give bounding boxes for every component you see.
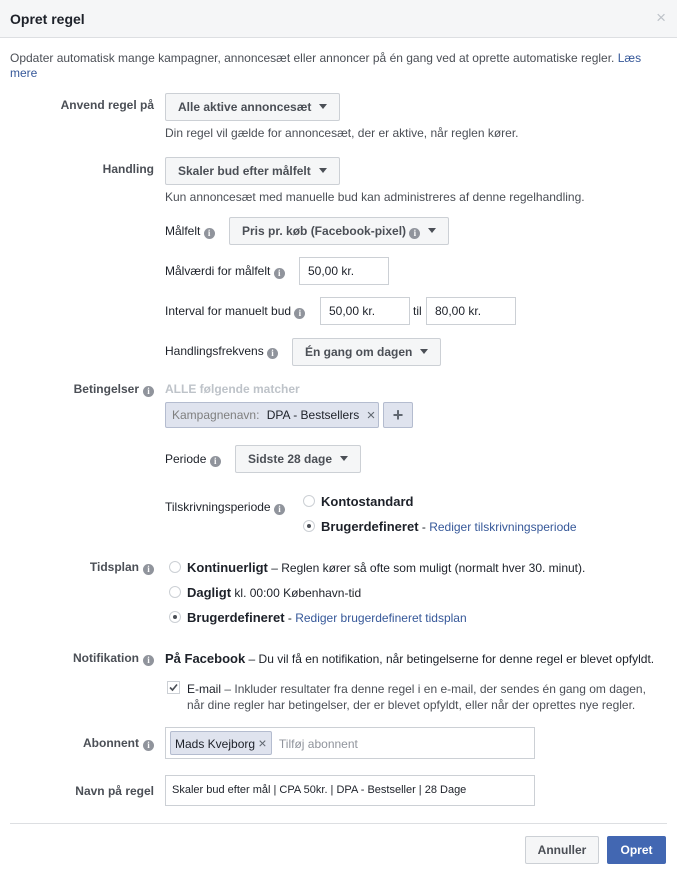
target-field-dropdown[interactable] bbox=[229, 217, 449, 245]
edit-schedule-link[interactable]: Rediger brugerdefineret tidsplan bbox=[295, 611, 467, 625]
subscriber-tag[interactable] bbox=[170, 731, 272, 755]
action-hint: Kun annoncesæt med manuelle bud kan administreres af denne regelhandling. bbox=[165, 190, 585, 204]
apply-rule-dropdown[interactable] bbox=[165, 93, 340, 121]
info-icon[interactable]: i bbox=[143, 655, 154, 666]
info-icon[interactable]: i bbox=[294, 308, 305, 319]
interval-separator: til bbox=[413, 304, 422, 318]
subscriber-field[interactable] bbox=[165, 727, 535, 759]
info-icon[interactable]: i bbox=[210, 456, 221, 467]
apply-rule-hint: Din regel vil gælde for annoncesæt, der er aktive, når reglen kører. bbox=[165, 126, 519, 140]
schedule-radio-custom[interactable] bbox=[169, 611, 181, 623]
action-label: Handling bbox=[102, 162, 154, 176]
create-button[interactable]: Opret bbox=[607, 836, 666, 864]
period-value: Sidste 28 dage bbox=[248, 452, 333, 466]
cancel-button[interactable]: Annuller bbox=[525, 836, 599, 864]
rule-name-input[interactable]: Skaler bud efter mål | CPA 50kr. | DPA - Bestseller | 28 Dage bbox=[165, 775, 535, 806]
apply-rule-dropdown-value: Alle aktive annoncesæt bbox=[178, 100, 312, 114]
attribution-label: Tilskrivningsperiode i bbox=[165, 500, 285, 515]
attribution-radio-default[interactable] bbox=[303, 495, 315, 507]
notification-facebook bbox=[165, 651, 654, 666]
schedule-option-continuous[interactable] bbox=[187, 560, 585, 575]
notification-facebook-desc: – Du vil få en notifikation, når betingelserne for denne regel er blevet opfyldt. bbox=[245, 652, 655, 666]
condition-tag-key: Kampagnenavn: bbox=[172, 408, 260, 422]
add-condition-button[interactable]: + bbox=[383, 402, 413, 428]
attribution-option-custom[interactable] bbox=[321, 519, 577, 534]
attribution-sep: - bbox=[418, 520, 430, 534]
frequency-value: Én gang om dagen bbox=[305, 345, 413, 359]
schedule-label: Tidsplan i bbox=[4, 560, 154, 575]
schedule-radio-daily[interactable] bbox=[169, 586, 181, 598]
notification-label: Notifikation i bbox=[4, 651, 154, 666]
info-icon[interactable]: i bbox=[143, 564, 154, 575]
info-icon[interactable]: i bbox=[143, 740, 154, 751]
schedule-option-daily[interactable] bbox=[187, 585, 361, 600]
caret-down-icon bbox=[319, 104, 327, 109]
attribution-radio-custom[interactable] bbox=[303, 520, 315, 532]
notification-email-desc-1: – Inkluder resultater fra denne regel i en e-mail, der sendes én gang om dagen, bbox=[221, 682, 646, 696]
email-checkbox[interactable] bbox=[167, 681, 180, 694]
interval-label: Interval for manuelt bud i bbox=[165, 304, 305, 319]
target-field-value: Pris pr. køb (Facebook-pixel) bbox=[242, 224, 407, 238]
notification-email-desc-2: når dine regler har betingelser, der er blevet opfyldt, eller når der oprettes nye regler. bbox=[187, 698, 636, 712]
notification-email bbox=[187, 681, 646, 713]
info-icon[interactable]: i bbox=[274, 504, 285, 515]
dialog-header bbox=[0, 0, 677, 38]
rule-name-label: Navn på regel bbox=[75, 784, 154, 798]
info-icon[interactable]: i bbox=[409, 228, 420, 239]
target-value-input[interactable]: 50,00 kr. bbox=[299, 257, 389, 285]
attribution-option-default[interactable]: Kontostandard bbox=[321, 494, 414, 509]
learn-more-link[interactable]: Læs mere bbox=[10, 51, 642, 80]
footer-divider bbox=[10, 823, 667, 824]
schedule-daily-title: Dagligt bbox=[187, 585, 232, 600]
period-label: Periode i bbox=[165, 452, 221, 467]
schedule-continuous-title: Kontinuerligt bbox=[187, 560, 268, 575]
info-icon[interactable]: i bbox=[204, 228, 215, 239]
subscriber-tag-name: Mads Kvejborg bbox=[175, 737, 256, 751]
info-icon[interactable]: i bbox=[143, 386, 154, 397]
schedule-custom-sep: - bbox=[284, 611, 296, 625]
match-text: ALLE følgende matcher bbox=[165, 382, 300, 396]
action-dropdown[interactable] bbox=[165, 157, 340, 185]
subscriber-placeholder[interactable]: Tilføj abonnent bbox=[278, 737, 358, 751]
condition-tag[interactable] bbox=[165, 402, 379, 428]
schedule-custom-title: Brugerdefineret bbox=[187, 610, 285, 625]
caret-down-icon bbox=[319, 168, 327, 173]
schedule-daily-desc: kl. 00:00 København-tid bbox=[231, 586, 362, 600]
schedule-radio-continuous[interactable] bbox=[169, 561, 181, 573]
remove-tag-icon[interactable]: × bbox=[366, 407, 376, 424]
attribution-custom-label: Brugerdefineret bbox=[321, 519, 419, 534]
conditions-label: Betingelser i bbox=[4, 382, 154, 397]
target-field-label: Målfelt i bbox=[165, 224, 215, 239]
info-icon[interactable]: i bbox=[267, 348, 278, 359]
frequency-dropdown[interactable] bbox=[292, 338, 441, 366]
intro-text bbox=[10, 51, 650, 81]
condition-tag-value: DPA - Bestsellers bbox=[266, 408, 360, 422]
interval-max-input[interactable]: 80,00 kr. bbox=[426, 297, 516, 325]
frequency-label: Handlingsfrekvens i bbox=[165, 344, 278, 359]
action-dropdown-value: Skaler bud efter målfelt bbox=[178, 164, 311, 178]
period-dropdown[interactable] bbox=[235, 445, 361, 473]
dialog-title: Opret regel bbox=[10, 11, 85, 27]
caret-down-icon bbox=[340, 456, 348, 461]
schedule-option-custom[interactable] bbox=[187, 610, 467, 625]
intro-description: Opdater automatisk mange kampagner, annoncesæt eller annoncer på én gang ved at oprette automatiske regler. bbox=[10, 51, 618, 65]
target-value-label: Målværdi for målfelt i bbox=[165, 264, 285, 279]
interval-min-input[interactable]: 50,00 kr. bbox=[320, 297, 410, 325]
subscriber-label: Abonnent i bbox=[4, 736, 154, 751]
info-icon[interactable]: i bbox=[274, 268, 285, 279]
remove-subscriber-icon[interactable]: × bbox=[258, 735, 267, 751]
caret-down-icon bbox=[420, 349, 428, 354]
notification-facebook-title: På Facebook bbox=[165, 651, 246, 666]
apply-rule-label: Anvend regel på bbox=[60, 98, 154, 112]
checkmark-icon bbox=[169, 683, 178, 692]
caret-down-icon bbox=[428, 228, 436, 233]
notification-email-title: E-mail bbox=[187, 682, 222, 696]
close-icon[interactable]: × bbox=[656, 8, 666, 27]
schedule-continuous-desc: – Reglen kører så ofte som muligt (normalt hver 30. minut). bbox=[267, 561, 586, 575]
edit-attribution-link[interactable]: Rediger tilskrivningsperiode bbox=[429, 520, 577, 534]
